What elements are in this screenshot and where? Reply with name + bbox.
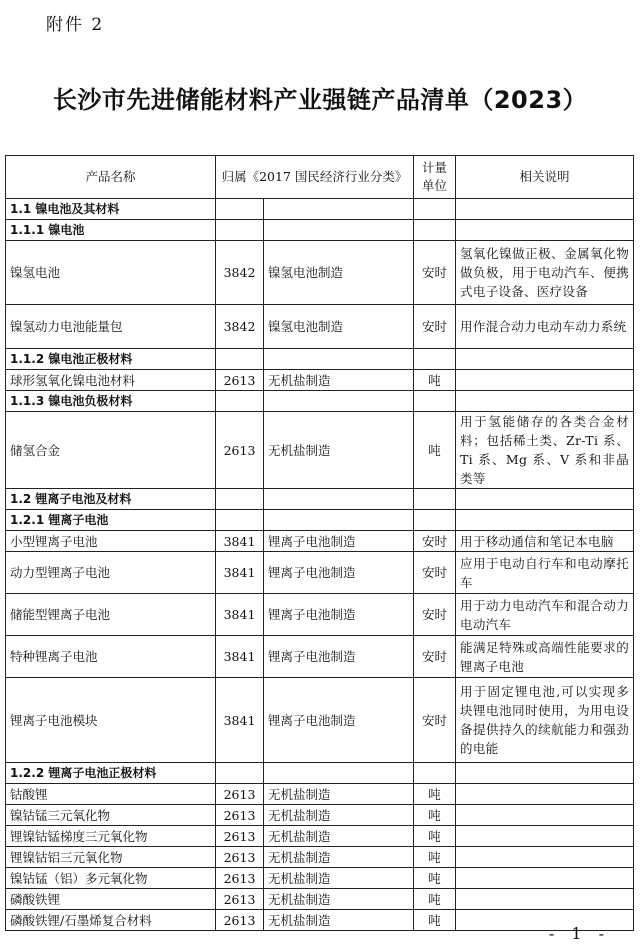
product-name: 储能型锂离子电池	[6, 594, 216, 636]
unit: 吨	[414, 412, 456, 489]
cell-empty	[264, 349, 414, 370]
note	[456, 370, 634, 391]
table-row	[6, 784, 634, 805]
section-title: 1.1.2 镍电池正极材料	[6, 349, 216, 370]
cell-empty	[414, 489, 456, 510]
category-code: 2613	[216, 910, 264, 931]
cell-empty	[216, 349, 264, 370]
cell-empty	[264, 763, 414, 784]
section-title: 1.2.2 锂离子电池正极材料	[6, 763, 216, 784]
header-product-name: 产品名称	[6, 156, 216, 199]
cell-empty	[216, 220, 264, 241]
section-title: 1.1 镍电池及其材料	[6, 199, 216, 220]
table-row	[6, 636, 634, 678]
header-unit: 计量单位	[414, 156, 456, 199]
category-code: 2613	[216, 412, 264, 489]
product-name: 锂镍钴锰梯度三元氧化物	[6, 826, 216, 847]
product-name: 锂镍钴铝三元氧化物	[6, 847, 216, 868]
table-row	[6, 805, 634, 826]
category-name: 锂离子电池制造	[264, 594, 414, 636]
unit: 安时	[414, 305, 456, 349]
header-note: 相关说明	[456, 156, 634, 199]
category-code: 2613	[216, 805, 264, 826]
table-row	[6, 241, 634, 305]
product-name: 镍氢电池	[6, 241, 216, 305]
category-code: 3841	[216, 552, 264, 594]
note	[456, 826, 634, 847]
cell-empty	[414, 199, 456, 220]
category-name: 锂离子电池制造	[264, 636, 414, 678]
cell-empty	[456, 510, 634, 531]
category-code: 2613	[216, 784, 264, 805]
category-name: 无机盐制造	[264, 910, 414, 931]
attachment-label: 附件 2	[46, 15, 105, 35]
category-name: 镍氢电池制造	[264, 305, 414, 349]
category-name: 锂离子电池制造	[264, 531, 414, 552]
cell-empty	[264, 391, 414, 412]
category-name: 无机盐制造	[264, 370, 414, 391]
section-title: 1.2 锂离子电池及材料	[6, 489, 216, 510]
unit: 安时	[414, 636, 456, 678]
product-name: 锂离子电池模块	[6, 678, 216, 763]
category-name: 无机盐制造	[264, 826, 414, 847]
product-name: 镍钴锰（铝）多元氧化物	[6, 868, 216, 889]
note	[456, 805, 634, 826]
category-code: 2613	[216, 847, 264, 868]
section-row	[6, 510, 634, 531]
note: 用于动力电动汽车和混合动力电动汽车	[456, 594, 634, 636]
category-name: 无机盐制造	[264, 412, 414, 489]
unit: 安时	[414, 594, 456, 636]
product-name: 磷酸铁锂	[6, 889, 216, 910]
section-title: 1.1.3 镍电池负极材料	[6, 391, 216, 412]
category-code: 3841	[216, 594, 264, 636]
cell-empty	[456, 763, 634, 784]
note: 用作混合动力电动车动力系统	[456, 305, 634, 349]
cell-empty	[216, 489, 264, 510]
cell-empty	[414, 763, 456, 784]
category-code: 2613	[216, 370, 264, 391]
section-row	[6, 391, 634, 412]
note	[456, 847, 634, 868]
document-title: 长沙市先进储能材料产业强链产品清单（2023）	[52, 86, 588, 114]
category-name: 无机盐制造	[264, 784, 414, 805]
note: 用于固定锂电池,可以实现多块锂电池同时使用，为用电设备提供持久的续航能力和强劲的电能	[456, 678, 634, 763]
section-row	[6, 220, 634, 241]
unit: 吨	[414, 910, 456, 931]
category-name: 无机盐制造	[264, 847, 414, 868]
section-row	[6, 763, 634, 784]
unit: 吨	[414, 370, 456, 391]
category-code: 3842	[216, 305, 264, 349]
cell-empty	[456, 220, 634, 241]
note: 能满足特殊或高端性能要求的锂离子电池	[456, 636, 634, 678]
note: 氢氧化镍做正极、金属氧化物做负极，用于电动汽车、便携式电子设备、医疗设备	[456, 241, 634, 305]
table-header-row	[6, 156, 634, 199]
note	[456, 868, 634, 889]
cell-empty	[414, 391, 456, 412]
note: 应用于电动自行车和电动摩托车	[456, 552, 634, 594]
table-row	[6, 910, 634, 931]
category-code: 2613	[216, 826, 264, 847]
cell-empty	[456, 349, 634, 370]
note	[456, 784, 634, 805]
product-name: 钴酸锂	[6, 784, 216, 805]
section-row	[6, 199, 634, 220]
note: 用于氢能储存的各类合金材料；包括稀土类、Zr-Ti 系、Ti 系、Mg 系、V 系和非晶类等	[456, 412, 634, 489]
table-row	[6, 531, 634, 552]
section-title: 1.1.1 镍电池	[6, 220, 216, 241]
category-name: 锂离子电池制造	[264, 552, 414, 594]
table-body	[6, 199, 634, 931]
unit: 安时	[414, 241, 456, 305]
cell-empty	[264, 199, 414, 220]
category-code: 3841	[216, 636, 264, 678]
table-row	[6, 412, 634, 489]
cell-empty	[264, 220, 414, 241]
product-name: 动力型锂离子电池	[6, 552, 216, 594]
cell-empty	[456, 489, 634, 510]
note: 用于移动通信和笔记本电脑	[456, 531, 634, 552]
product-name: 储氢合金	[6, 412, 216, 489]
cell-empty	[414, 510, 456, 531]
unit: 吨	[414, 826, 456, 847]
cell-empty	[216, 763, 264, 784]
product-name: 球形氢氧化镍电池材料	[6, 370, 216, 391]
product-name: 镍钴锰三元氧化物	[6, 805, 216, 826]
product-table	[5, 155, 634, 931]
category-name: 无机盐制造	[264, 805, 414, 826]
cell-empty	[414, 220, 456, 241]
header-category: 归属《2017 国民经济行业分类》	[216, 156, 414, 199]
cell-empty	[264, 510, 414, 531]
product-name: 特种锂离子电池	[6, 636, 216, 678]
unit: 吨	[414, 847, 456, 868]
cell-empty	[216, 510, 264, 531]
cell-empty	[216, 199, 264, 220]
section-row	[6, 349, 634, 370]
cell-empty	[414, 349, 456, 370]
category-code: 3841	[216, 678, 264, 763]
table-row	[6, 305, 634, 349]
section-title: 1.2.1 锂离子电池	[6, 510, 216, 531]
unit: 安时	[414, 531, 456, 552]
table-row	[6, 826, 634, 847]
category-code: 3841	[216, 531, 264, 552]
category-code: 2613	[216, 889, 264, 910]
table-row	[6, 889, 634, 910]
table-row	[6, 678, 634, 763]
unit: 吨	[414, 805, 456, 826]
unit: 吨	[414, 784, 456, 805]
cell-empty	[264, 489, 414, 510]
category-name: 无机盐制造	[264, 889, 414, 910]
product-name: 小型锂离子电池	[6, 531, 216, 552]
product-name: 磷酸铁锂/石墨烯复合材料	[6, 910, 216, 931]
table-row	[6, 868, 634, 889]
category-code: 2613	[216, 868, 264, 889]
category-name: 锂离子电池制造	[264, 678, 414, 763]
unit: 安时	[414, 678, 456, 763]
unit: 吨	[414, 868, 456, 889]
cell-empty	[216, 391, 264, 412]
unit: 安时	[414, 552, 456, 594]
cell-empty	[456, 199, 634, 220]
table-row	[6, 370, 634, 391]
table-row	[6, 552, 634, 594]
table-row	[6, 594, 634, 636]
table-row	[6, 847, 634, 868]
cell-empty	[456, 391, 634, 412]
section-row	[6, 489, 634, 510]
category-name: 无机盐制造	[264, 868, 414, 889]
category-name: 镍氢电池制造	[264, 241, 414, 305]
category-code: 3842	[216, 241, 264, 305]
note	[456, 889, 634, 910]
page-number: - 1 -	[548, 924, 610, 943]
unit: 吨	[414, 889, 456, 910]
product-name: 镍氢动力电池能量包	[6, 305, 216, 349]
